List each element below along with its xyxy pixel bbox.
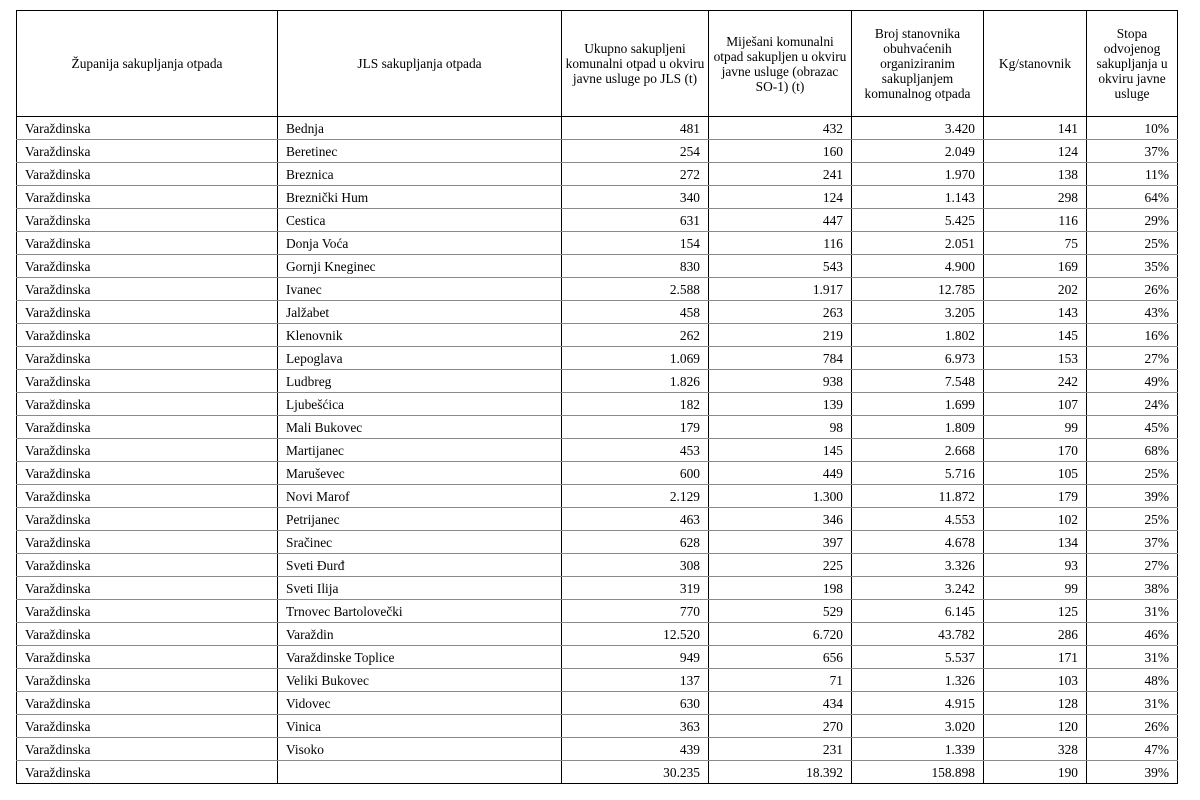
cell-total-collected: 600 xyxy=(562,462,709,485)
cell-municipality: Petrijanec xyxy=(278,508,562,531)
cell-municipality: Klenovnik xyxy=(278,324,562,347)
waste-collection-table xyxy=(16,10,1178,784)
table-row xyxy=(17,140,1178,163)
cell-population: 5.716 xyxy=(852,462,984,485)
header-row xyxy=(17,11,1178,117)
table-row xyxy=(17,416,1178,439)
table-body xyxy=(17,117,1178,784)
cell-kg-per-capita: 328 xyxy=(984,738,1087,761)
cell-municipality: Lepoglava xyxy=(278,347,562,370)
cell-county: Varaždinska xyxy=(17,577,278,600)
table-row xyxy=(17,715,1178,738)
table-row xyxy=(17,508,1178,531)
cell-separate-rate: 37% xyxy=(1087,140,1178,163)
cell-total-collected: 30.235 xyxy=(562,761,709,784)
cell-municipality: Vinica xyxy=(278,715,562,738)
cell-county: Varaždinska xyxy=(17,255,278,278)
cell-municipality: Donja Voća xyxy=(278,232,562,255)
cell-population: 3.020 xyxy=(852,715,984,738)
cell-population: 5.537 xyxy=(852,646,984,669)
cell-mixed-waste: 124 xyxy=(709,186,852,209)
table-row xyxy=(17,669,1178,692)
cell-separate-rate: 25% xyxy=(1087,232,1178,255)
cell-mixed-waste: 145 xyxy=(709,439,852,462)
cell-population: 3.326 xyxy=(852,554,984,577)
cell-population: 4.678 xyxy=(852,531,984,554)
cell-total-collected: 272 xyxy=(562,163,709,186)
cell-municipality: Maruševec xyxy=(278,462,562,485)
cell-county: Varaždinska xyxy=(17,439,278,462)
cell-municipality: Veliki Bukovec xyxy=(278,669,562,692)
cell-total-collected: 2.588 xyxy=(562,278,709,301)
cell-separate-rate: 11% xyxy=(1087,163,1178,186)
table-row xyxy=(17,347,1178,370)
cell-population: 1.699 xyxy=(852,393,984,416)
cell-municipality: Martijanec xyxy=(278,439,562,462)
table-row xyxy=(17,646,1178,669)
cell-kg-per-capita: 286 xyxy=(984,623,1087,646)
cell-kg-per-capita: 102 xyxy=(984,508,1087,531)
cell-kg-per-capita: 105 xyxy=(984,462,1087,485)
cell-mixed-waste: 529 xyxy=(709,600,852,623)
cell-separate-rate: 35% xyxy=(1087,255,1178,278)
cell-kg-per-capita: 179 xyxy=(984,485,1087,508)
cell-municipality: Mali Bukovec xyxy=(278,416,562,439)
cell-municipality: Visoko xyxy=(278,738,562,761)
cell-mixed-waste: 447 xyxy=(709,209,852,232)
cell-mixed-waste: 1.300 xyxy=(709,485,852,508)
cell-separate-rate: 39% xyxy=(1087,485,1178,508)
cell-separate-rate: 10% xyxy=(1087,117,1178,140)
cell-population: 4.915 xyxy=(852,692,984,715)
cell-kg-per-capita: 99 xyxy=(984,416,1087,439)
cell-separate-rate: 31% xyxy=(1087,646,1178,669)
cell-total-collected: 182 xyxy=(562,393,709,416)
table-row xyxy=(17,255,1178,278)
cell-total-collected: 363 xyxy=(562,715,709,738)
table-row xyxy=(17,485,1178,508)
cell-kg-per-capita: 128 xyxy=(984,692,1087,715)
cell-mixed-waste: 397 xyxy=(709,531,852,554)
cell-county: Varaždinska xyxy=(17,370,278,393)
cell-mixed-waste: 1.917 xyxy=(709,278,852,301)
cell-mixed-waste: 225 xyxy=(709,554,852,577)
cell-county: Varaždinska xyxy=(17,692,278,715)
cell-total-collected: 254 xyxy=(562,140,709,163)
cell-municipality: Ludbreg xyxy=(278,370,562,393)
cell-population: 12.785 xyxy=(852,278,984,301)
cell-total-collected: 12.520 xyxy=(562,623,709,646)
cell-municipality: Sračinec xyxy=(278,531,562,554)
cell-population: 43.782 xyxy=(852,623,984,646)
cell-municipality: Ivanec xyxy=(278,278,562,301)
cell-population: 1.143 xyxy=(852,186,984,209)
cell-population: 3.420 xyxy=(852,117,984,140)
table-row xyxy=(17,692,1178,715)
cell-total-collected: 137 xyxy=(562,669,709,692)
cell-kg-per-capita: 134 xyxy=(984,531,1087,554)
table-row xyxy=(17,462,1178,485)
cell-municipality: Breznica xyxy=(278,163,562,186)
cell-population: 7.548 xyxy=(852,370,984,393)
cell-mixed-waste: 98 xyxy=(709,416,852,439)
cell-separate-rate: 31% xyxy=(1087,692,1178,715)
cell-county: Varaždinska xyxy=(17,301,278,324)
cell-county: Varaždinska xyxy=(17,232,278,255)
table-row xyxy=(17,209,1178,232)
cell-separate-rate: 25% xyxy=(1087,508,1178,531)
cell-municipality: Beretinec xyxy=(278,140,562,163)
cell-population: 4.553 xyxy=(852,508,984,531)
cell-total-collected: 340 xyxy=(562,186,709,209)
table-row xyxy=(17,554,1178,577)
cell-separate-rate: 26% xyxy=(1087,278,1178,301)
cell-total-collected: 439 xyxy=(562,738,709,761)
cell-kg-per-capita: 298 xyxy=(984,186,1087,209)
cell-municipality: Bednja xyxy=(278,117,562,140)
table-total-row xyxy=(17,761,1178,784)
cell-separate-rate: 27% xyxy=(1087,554,1178,577)
cell-separate-rate: 48% xyxy=(1087,669,1178,692)
header-municipality: JLS sakupljanja otpada xyxy=(278,11,562,117)
cell-municipality: Sveti Đurđ xyxy=(278,554,562,577)
cell-kg-per-capita: 141 xyxy=(984,117,1087,140)
cell-municipality: Ljubešćica xyxy=(278,393,562,416)
cell-kg-per-capita: 125 xyxy=(984,600,1087,623)
cell-total-collected: 463 xyxy=(562,508,709,531)
cell-mixed-waste: 263 xyxy=(709,301,852,324)
cell-mixed-waste: 6.720 xyxy=(709,623,852,646)
cell-total-collected: 630 xyxy=(562,692,709,715)
cell-kg-per-capita: 99 xyxy=(984,577,1087,600)
cell-population: 11.872 xyxy=(852,485,984,508)
cell-kg-per-capita: 171 xyxy=(984,646,1087,669)
cell-separate-rate: 39% xyxy=(1087,761,1178,784)
cell-kg-per-capita: 153 xyxy=(984,347,1087,370)
table-row xyxy=(17,393,1178,416)
cell-mixed-waste: 139 xyxy=(709,393,852,416)
cell-county: Varaždinska xyxy=(17,485,278,508)
cell-county: Varaždinska xyxy=(17,163,278,186)
table-row xyxy=(17,370,1178,393)
cell-municipality: Sveti Ilija xyxy=(278,577,562,600)
cell-municipality xyxy=(278,761,562,784)
header-kg-per-capita: Kg/stanovnik xyxy=(984,11,1087,117)
cell-county: Varaždinska xyxy=(17,669,278,692)
cell-population: 1.802 xyxy=(852,324,984,347)
cell-separate-rate: 27% xyxy=(1087,347,1178,370)
cell-total-collected: 453 xyxy=(562,439,709,462)
cell-county: Varaždinska xyxy=(17,554,278,577)
cell-total-collected: 262 xyxy=(562,324,709,347)
cell-mixed-waste: 449 xyxy=(709,462,852,485)
cell-population: 158.898 xyxy=(852,761,984,784)
cell-mixed-waste: 346 xyxy=(709,508,852,531)
table-row xyxy=(17,738,1178,761)
cell-separate-rate: 38% xyxy=(1087,577,1178,600)
cell-population: 4.900 xyxy=(852,255,984,278)
cell-population: 5.425 xyxy=(852,209,984,232)
cell-mixed-waste: 231 xyxy=(709,738,852,761)
table-row xyxy=(17,439,1178,462)
cell-population: 2.051 xyxy=(852,232,984,255)
cell-total-collected: 481 xyxy=(562,117,709,140)
cell-population: 6.145 xyxy=(852,600,984,623)
table-row xyxy=(17,117,1178,140)
cell-county: Varaždinska xyxy=(17,462,278,485)
cell-municipality: Breznički Hum xyxy=(278,186,562,209)
cell-separate-rate: 24% xyxy=(1087,393,1178,416)
cell-kg-per-capita: 75 xyxy=(984,232,1087,255)
cell-mixed-waste: 784 xyxy=(709,347,852,370)
cell-mixed-waste: 198 xyxy=(709,577,852,600)
table-row xyxy=(17,623,1178,646)
cell-mixed-waste: 543 xyxy=(709,255,852,278)
cell-county: Varaždinska xyxy=(17,715,278,738)
cell-separate-rate: 68% xyxy=(1087,439,1178,462)
cell-total-collected: 2.129 xyxy=(562,485,709,508)
cell-kg-per-capita: 190 xyxy=(984,761,1087,784)
cell-population: 2.049 xyxy=(852,140,984,163)
cell-county: Varaždinska xyxy=(17,646,278,669)
cell-total-collected: 830 xyxy=(562,255,709,278)
cell-total-collected: 628 xyxy=(562,531,709,554)
cell-municipality: Vidovec xyxy=(278,692,562,715)
cell-population: 1.339 xyxy=(852,738,984,761)
cell-county: Varaždinska xyxy=(17,738,278,761)
cell-population: 6.973 xyxy=(852,347,984,370)
cell-mixed-waste: 270 xyxy=(709,715,852,738)
cell-mixed-waste: 160 xyxy=(709,140,852,163)
table-header xyxy=(17,11,1178,117)
cell-total-collected: 949 xyxy=(562,646,709,669)
cell-total-collected: 154 xyxy=(562,232,709,255)
cell-municipality: Cestica xyxy=(278,209,562,232)
cell-municipality: Novi Marof xyxy=(278,485,562,508)
cell-population: 2.668 xyxy=(852,439,984,462)
cell-kg-per-capita: 116 xyxy=(984,209,1087,232)
cell-mixed-waste: 432 xyxy=(709,117,852,140)
cell-separate-rate: 49% xyxy=(1087,370,1178,393)
cell-separate-rate: 43% xyxy=(1087,301,1178,324)
cell-separate-rate: 29% xyxy=(1087,209,1178,232)
cell-population: 3.205 xyxy=(852,301,984,324)
cell-county: Varaždinska xyxy=(17,209,278,232)
header-total-collected: Ukupno sakupljeni komunalni otpad u okviru javne usluge po JLS (t) xyxy=(562,11,709,117)
cell-separate-rate: 16% xyxy=(1087,324,1178,347)
cell-kg-per-capita: 202 xyxy=(984,278,1087,301)
cell-county: Varaždinska xyxy=(17,761,278,784)
cell-mixed-waste: 71 xyxy=(709,669,852,692)
cell-mixed-waste: 434 xyxy=(709,692,852,715)
cell-mixed-waste: 938 xyxy=(709,370,852,393)
cell-mixed-waste: 241 xyxy=(709,163,852,186)
cell-kg-per-capita: 107 xyxy=(984,393,1087,416)
cell-separate-rate: 26% xyxy=(1087,715,1178,738)
header-separate-rate: Stopa odvojenog sakupljanja u okviru javne usluge xyxy=(1087,11,1178,117)
cell-population: 1.970 xyxy=(852,163,984,186)
cell-county: Varaždinska xyxy=(17,600,278,623)
header-mixed-waste: Miješani komunalni otpad sakupljen u okviru javne usluge (obrazac SO-1) (t) xyxy=(709,11,852,117)
table-row xyxy=(17,600,1178,623)
table-row xyxy=(17,186,1178,209)
table-row xyxy=(17,531,1178,554)
cell-municipality: Gornji Kneginec xyxy=(278,255,562,278)
cell-kg-per-capita: 242 xyxy=(984,370,1087,393)
cell-total-collected: 179 xyxy=(562,416,709,439)
cell-separate-rate: 47% xyxy=(1087,738,1178,761)
cell-municipality: Trnovec Bartolovečki xyxy=(278,600,562,623)
table-row xyxy=(17,577,1178,600)
cell-county: Varaždinska xyxy=(17,186,278,209)
cell-total-collected: 770 xyxy=(562,600,709,623)
cell-kg-per-capita: 124 xyxy=(984,140,1087,163)
cell-county: Varaždinska xyxy=(17,347,278,370)
cell-total-collected: 308 xyxy=(562,554,709,577)
cell-municipality: Varaždinske Toplice xyxy=(278,646,562,669)
cell-total-collected: 458 xyxy=(562,301,709,324)
cell-separate-rate: 25% xyxy=(1087,462,1178,485)
cell-separate-rate: 64% xyxy=(1087,186,1178,209)
cell-kg-per-capita: 145 xyxy=(984,324,1087,347)
cell-mixed-waste: 219 xyxy=(709,324,852,347)
cell-population: 1.809 xyxy=(852,416,984,439)
cell-total-collected: 1.069 xyxy=(562,347,709,370)
cell-kg-per-capita: 103 xyxy=(984,669,1087,692)
cell-kg-per-capita: 138 xyxy=(984,163,1087,186)
cell-county: Varaždinska xyxy=(17,393,278,416)
cell-population: 1.326 xyxy=(852,669,984,692)
cell-kg-per-capita: 143 xyxy=(984,301,1087,324)
header-population: Broj stanovnika obuhvaćenih organiziranim sakupljanjem komunalnog otpada xyxy=(852,11,984,117)
cell-population: 3.242 xyxy=(852,577,984,600)
cell-kg-per-capita: 120 xyxy=(984,715,1087,738)
cell-county: Varaždinska xyxy=(17,117,278,140)
cell-separate-rate: 45% xyxy=(1087,416,1178,439)
cell-separate-rate: 46% xyxy=(1087,623,1178,646)
cell-county: Varaždinska xyxy=(17,531,278,554)
table-row xyxy=(17,278,1178,301)
cell-county: Varaždinska xyxy=(17,324,278,347)
table-row xyxy=(17,324,1178,347)
header-county: Županija sakupljanja otpada xyxy=(17,11,278,117)
cell-county: Varaždinska xyxy=(17,508,278,531)
cell-county: Varaždinska xyxy=(17,140,278,163)
cell-mixed-waste: 18.392 xyxy=(709,761,852,784)
cell-total-collected: 1.826 xyxy=(562,370,709,393)
cell-county: Varaždinska xyxy=(17,623,278,646)
cell-kg-per-capita: 169 xyxy=(984,255,1087,278)
cell-mixed-waste: 116 xyxy=(709,232,852,255)
cell-municipality: Varaždin xyxy=(278,623,562,646)
cell-separate-rate: 31% xyxy=(1087,600,1178,623)
cell-total-collected: 319 xyxy=(562,577,709,600)
table-row xyxy=(17,301,1178,324)
cell-kg-per-capita: 93 xyxy=(984,554,1087,577)
cell-county: Varaždinska xyxy=(17,416,278,439)
cell-county: Varaždinska xyxy=(17,278,278,301)
cell-kg-per-capita: 170 xyxy=(984,439,1087,462)
cell-municipality: Jalžabet xyxy=(278,301,562,324)
table-row xyxy=(17,163,1178,186)
cell-mixed-waste: 656 xyxy=(709,646,852,669)
cell-separate-rate: 37% xyxy=(1087,531,1178,554)
table-row xyxy=(17,232,1178,255)
cell-total-collected: 631 xyxy=(562,209,709,232)
